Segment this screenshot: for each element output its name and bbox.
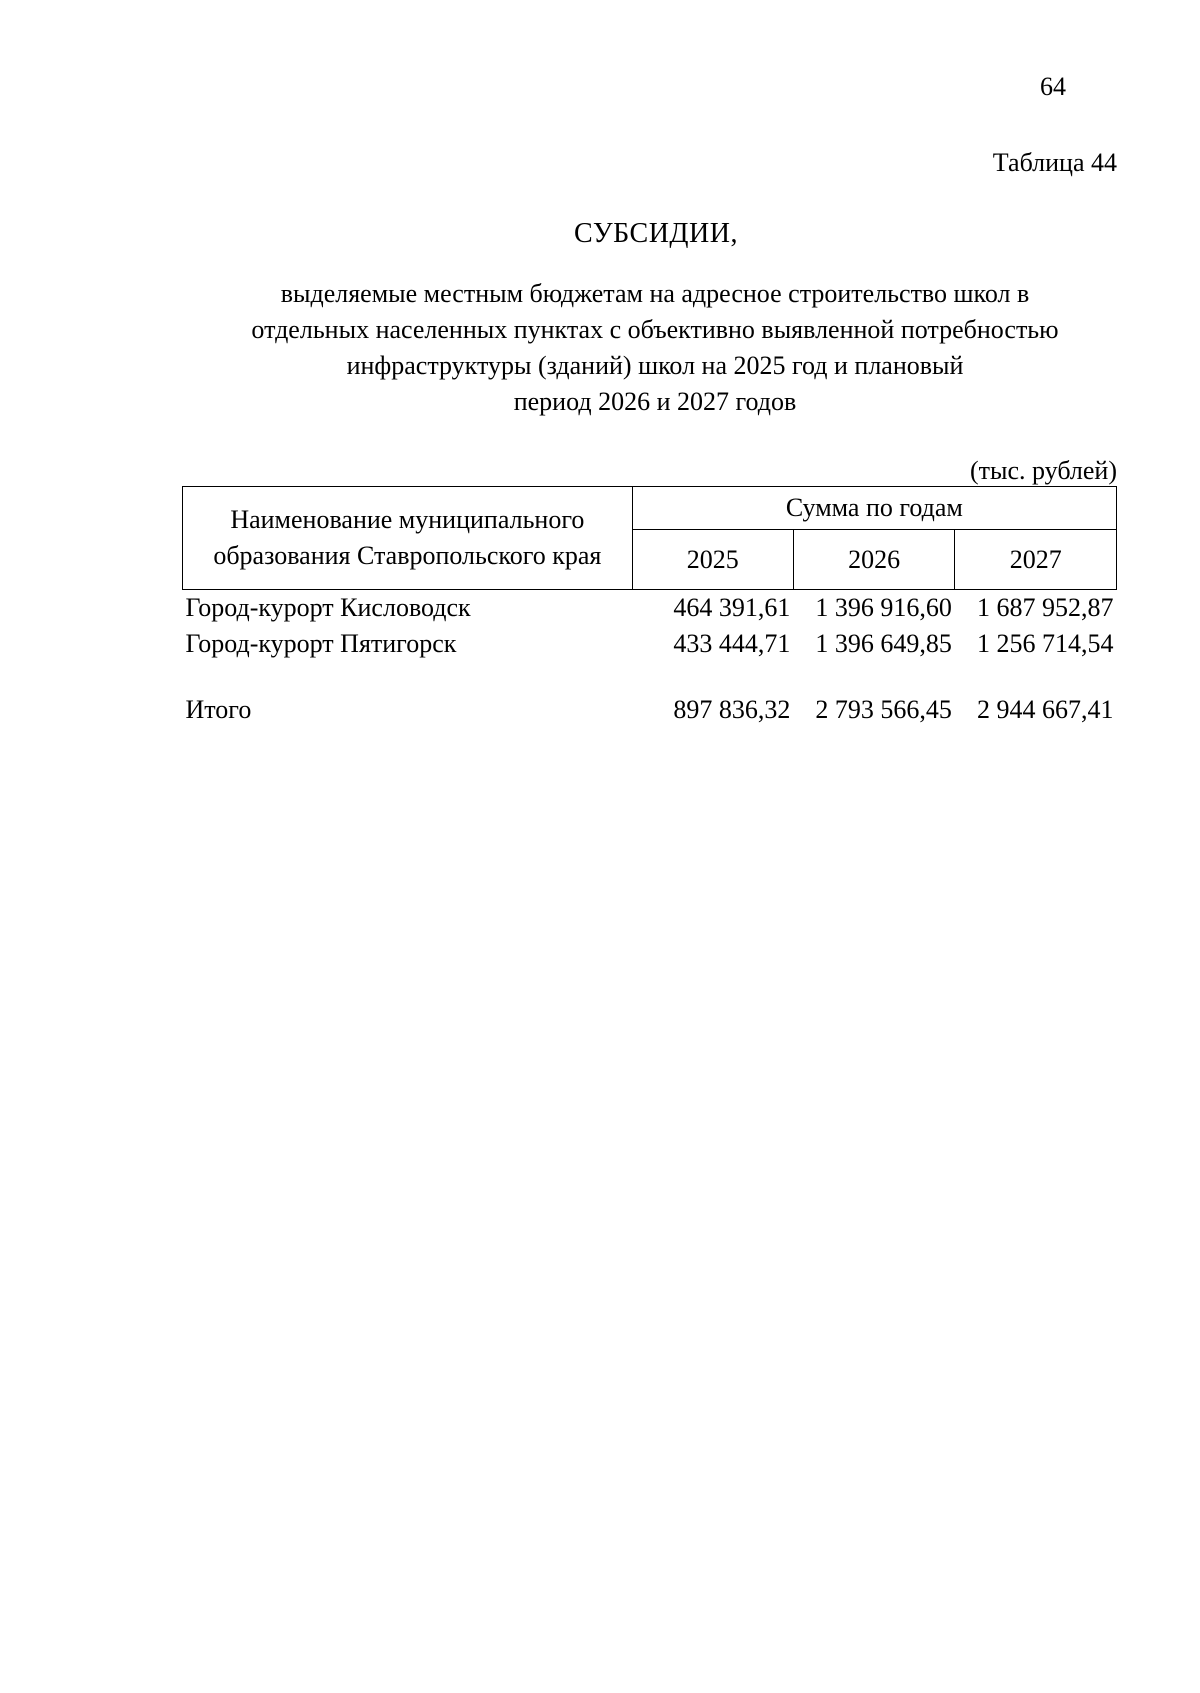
subtitle-line: выделяемые местным бюджетам на адресное строительство школ в — [280, 279, 1030, 308]
row-value: 1 396 649,85 — [815, 629, 952, 658]
table-row — [183, 626, 1117, 662]
table-row — [183, 590, 1117, 627]
subtitle-line: отдельных населенных пунктах с объективно выявленной потребностью — [251, 315, 1059, 344]
row-value: 1 687 952,87 — [977, 593, 1114, 622]
table-number: Таблица 44 — [992, 148, 1117, 177]
row-value: 464 391,61 — [673, 593, 791, 622]
total-label: Итого — [185, 695, 252, 724]
header-year: 2027 — [955, 530, 1117, 590]
header-year: 2025 — [632, 530, 793, 590]
row-value: 1 256 714,54 — [977, 629, 1114, 658]
subtitle-line: период 2026 и 2027 годов — [513, 387, 797, 416]
units-note: (тыс. рублей) — [969, 456, 1117, 485]
subtitle-line: инфраструктуры (зданий) школ на 2025 год и плановый — [346, 351, 964, 380]
total-row — [183, 692, 1117, 728]
row-value: 433 444,71 — [673, 629, 791, 658]
row-name: Город-курорт Кисловодск — [185, 593, 471, 622]
header-sum-by-years: Сумма по годам — [632, 487, 1116, 530]
spacer-row — [183, 662, 1117, 692]
header-year: 2026 — [793, 530, 955, 590]
total-value: 2 793 566,45 — [815, 695, 952, 724]
page-number: 64 — [1040, 72, 1066, 101]
total-value: 897 836,32 — [673, 695, 791, 724]
total-value: 2 944 667,41 — [977, 695, 1114, 724]
row-name: Город-курорт Пятигорск — [185, 629, 457, 658]
subsidies-table — [182, 486, 1117, 728]
row-value: 1 396 916,60 — [815, 593, 952, 622]
document-title: СУБСИДИИ, — [574, 218, 738, 249]
header-municipality: Наименование муниципального образования Ставропольского края — [183, 487, 633, 590]
document-subtitle — [180, 276, 1130, 420]
